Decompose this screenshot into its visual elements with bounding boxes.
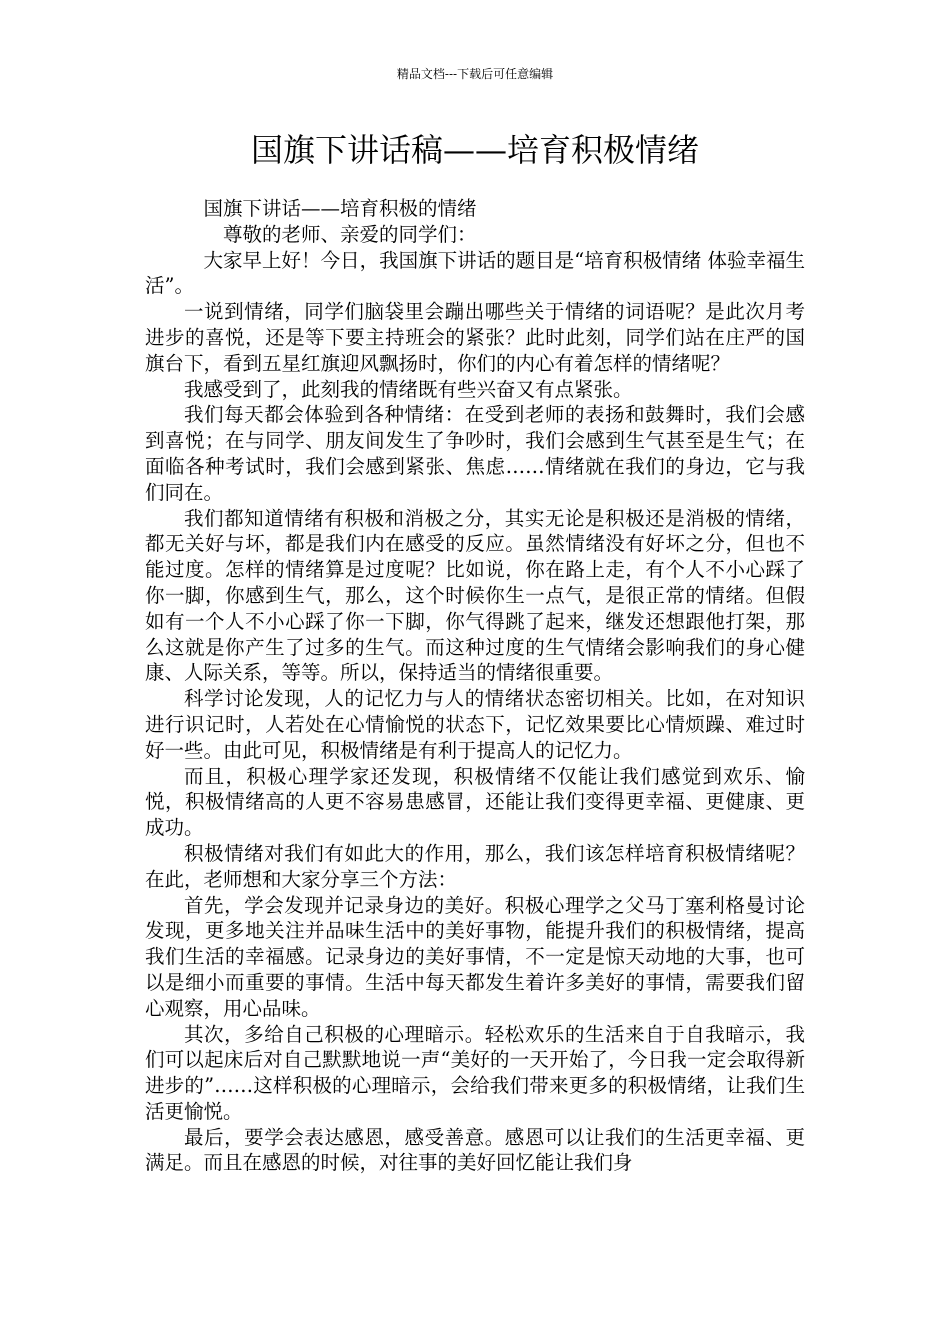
paragraph: 大家早上好！今日，我国旗下讲话的题目是“培育积极情绪 体验幸福生活”。 xyxy=(145,248,805,298)
paragraph: 一说到情绪，同学们脑袋里会蹦出哪些关于情绪的词语呢？是此次月考进步的喜悦，还是等下要主持班会的紧张？此时此刻，同学们站在庄严的国旗台下，看到五星红旗迎风飘扬时，你们的内心有着怎样的情绪呢？ xyxy=(145,300,805,375)
paragraph: 积极情绪对我们有如此大的作用，那么，我们该怎样培育积极情绪呢？在此，老师想和大家分享三个方法： xyxy=(145,841,805,891)
paragraph: 而且，积极心理学家还发现，积极情绪不仅能让我们感觉到欢乐、愉悦，积极情绪高的人更不容易患感冒，还能让我们变得更幸福、更健康、更成功。 xyxy=(145,764,805,840)
document-body xyxy=(145,196,805,1176)
paragraph: 我们都知道情绪有积极和消极之分，其实无论是积极还是消极的情绪，都无关好与坏，都是我们内在感受的反应。虽然情绪没有好坏之分，但也不能过度。怎样的情绪算是过度呢？比如说，你在路上走，有个人不小心踩了你一脚，你感到生气，那么，这个时候你生一点气，是很正常的情绪。但假如有一个人不小心踩了你一下脚，你气得跳了起来，继发还想跟他打架，那么这就是你产生了过多的生气。而这种过度的生气情绪会影响我们的身心健康、人际关系，等等。所以，保持适当的情绪很重要。 xyxy=(145,506,805,685)
document-title: 国旗下讲话稿——培育积极情绪 xyxy=(250,131,699,169)
salutation: 尊敬的老师、亲爱的同学们： xyxy=(223,222,477,246)
paragraph: 科学讨论发现，人的记忆力与人的情绪状态密切相关。比如，在对知识进行识记时，人若处在心情愉悦的状态下，记忆效果要比心情烦躁、难过时好一些。由此可见，积极情绪是有利于提高人的记忆力。 xyxy=(145,687,805,762)
paragraph: 我感受到了，此刻我的情绪既有些兴奋又有点紧张。 xyxy=(184,377,633,401)
paragraph: 最后，要学会表达感恩，感受善意。感恩可以让我们的生活更幸福、更满足。而且在感恩的时候，对往事的美好回忆能让我们身 xyxy=(145,1125,805,1175)
paragraph: 其次，多给自己积极的心理暗示。轻松欢乐的生活来自于自我暗示，我们可以起床后对自己默默地说一声“美好的一天开始了，今日我一定会取得新进步的”……这样积极的心理暗示，会给我们带来更多的积极情绪，让我们生活更愉悦。 xyxy=(145,1022,805,1123)
paragraph: 我们每天都会体验到各种情绪：在受到老师的表扬和鼓舞时，我们会感到喜悦；在与同学、朋友间发生了争吵时，我们会感到生气甚至是生气；在面临各种考试时，我们会感到紧张、焦虑……情绪就在我们的身边，它与我们同在。 xyxy=(145,403,805,504)
header-note: 精品文档---下载后可任意编辑 xyxy=(396,67,554,81)
paragraph: 首先，学会发现并记录身边的美好。积极心理学之父马丁塞利格曼讨论发现，更多地关注并品味生活中的美好事物，能提升我们的积极情绪，提高我们生活的幸福感。记录身边的美好事情，不一定是惊天动地的大事，也可以是细小而重要的事情。生活中每天都发生着许多美好的事情，需要我们留心观察，用心品味。 xyxy=(145,893,805,1020)
document-subtitle: 国旗下讲话——培育积极的情绪 xyxy=(203,197,477,220)
